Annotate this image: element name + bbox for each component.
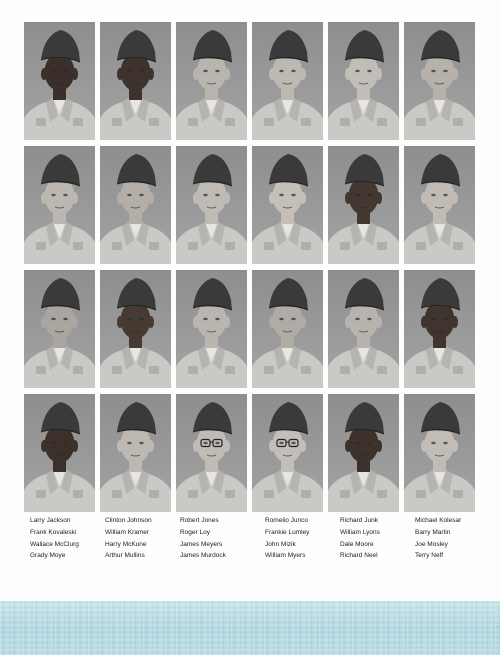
roster-name: Frankie Lumley	[265, 528, 310, 536]
portrait-photo	[176, 22, 247, 140]
portrait-photo	[404, 22, 475, 140]
roster-name: Barry Martin	[415, 528, 451, 536]
soldier-portrait-image	[252, 146, 323, 264]
portrait-photo	[100, 146, 171, 264]
soldier-portrait-image	[404, 270, 475, 388]
portrait-photo	[328, 146, 399, 264]
portrait-photo	[24, 146, 95, 264]
roster-names	[30, 515, 480, 562]
roster-column-4	[265, 515, 340, 562]
soldier-portrait-image	[328, 270, 399, 388]
soldier-portrait-image	[252, 394, 323, 512]
roster-name: Roger Loy	[180, 528, 210, 536]
portrait-photo	[404, 146, 475, 264]
portrait-photo	[100, 22, 171, 140]
soldier-portrait-image	[176, 146, 247, 264]
soldier-portrait-image	[328, 394, 399, 512]
portrait-photo	[404, 270, 475, 388]
soldier-portrait-image	[252, 22, 323, 140]
soldier-portrait-image	[404, 146, 475, 264]
portrait-photo	[252, 146, 323, 264]
soldier-portrait-image	[176, 22, 247, 140]
roster-name: Richard Neel	[340, 552, 378, 560]
roster-name: Harry McKune	[105, 540, 147, 548]
portrait-photo	[176, 394, 247, 512]
portrait-photo	[328, 22, 399, 140]
soldier-portrait-image	[404, 22, 475, 140]
portrait-photo	[24, 270, 95, 388]
roster-name: William Kramer	[105, 528, 150, 536]
roster-name: Terry Neff	[415, 552, 444, 560]
soldier-portrait-image	[100, 22, 171, 140]
roster-column-3	[180, 515, 265, 562]
roster-name: Frank Kovaleski	[30, 528, 77, 536]
roster-name: Michael Kolesar	[415, 517, 462, 524]
soldier-portrait-image	[176, 270, 247, 388]
portrait-photo	[24, 394, 95, 512]
portrait-photo	[252, 270, 323, 388]
portrait-photo	[100, 394, 171, 512]
roster-name: Arthur Mullins	[105, 552, 145, 560]
soldier-portrait-image	[24, 270, 95, 388]
roster-name: Dale Moore	[340, 540, 374, 548]
roster-name: William Myers	[265, 552, 306, 560]
soldier-portrait-image	[404, 394, 475, 512]
roster-name: Romelio Junco	[265, 517, 308, 524]
roster-name: John Mizik	[265, 540, 296, 548]
soldier-portrait-image	[24, 22, 95, 140]
portrait-photo	[328, 394, 399, 512]
roster-name: Larry Jackson	[30, 517, 71, 524]
portrait-photo	[100, 270, 171, 388]
soldier-portrait-image	[24, 394, 95, 512]
roster-name: Richard Junk	[340, 517, 378, 524]
portrait-photo	[24, 22, 95, 140]
portrait-photo	[252, 22, 323, 140]
portrait-grid	[24, 22, 476, 512]
soldier-portrait-image	[176, 394, 247, 512]
roster-name: James Meyers	[180, 540, 223, 548]
soldier-portrait-image	[328, 146, 399, 264]
decorative-footer-band	[0, 601, 500, 655]
roster-name: Clinton Johnson	[105, 517, 152, 524]
roster-name: William Lyons	[340, 528, 380, 536]
portrait-photo	[176, 146, 247, 264]
soldier-portrait-image	[100, 146, 171, 264]
portrait-photo	[328, 270, 399, 388]
roster-column-2	[105, 515, 180, 562]
roster-name: Wallace McClurg	[30, 540, 79, 548]
portrait-photo	[176, 270, 247, 388]
portrait-photo	[252, 394, 323, 512]
roster-column-5	[340, 515, 415, 562]
soldier-portrait-image	[328, 22, 399, 140]
soldier-portrait-image	[100, 270, 171, 388]
soldier-portrait-image	[252, 270, 323, 388]
roster-name: James Murdock	[180, 552, 226, 560]
roster-name: Grady Moye	[30, 552, 66, 560]
roster-name: Joe Mosley	[415, 540, 448, 548]
roster-column-6	[415, 515, 480, 562]
roster-column-1	[30, 515, 105, 562]
soldier-portrait-image	[100, 394, 171, 512]
portrait-photo	[404, 394, 475, 512]
roster-name: Robert Jones	[180, 517, 219, 524]
soldier-portrait-image	[24, 146, 95, 264]
